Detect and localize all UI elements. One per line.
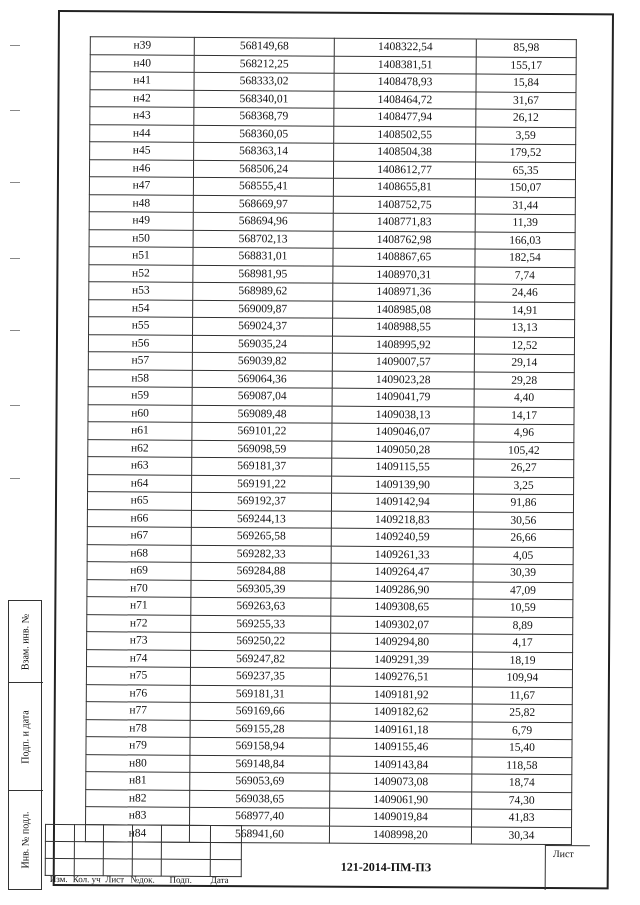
- x-coordinate-cell: 569265,58: [191, 527, 331, 545]
- y-coordinate-cell: 1409046,07: [332, 423, 474, 441]
- header-signature: Подп.: [169, 874, 192, 885]
- y-coordinate-cell: 1408970,31: [333, 266, 475, 284]
- point-name-cell: н70: [87, 579, 191, 597]
- point-name-cell: н67: [87, 527, 191, 545]
- point-name-cell: н48: [89, 194, 193, 212]
- distance-cell: 30,39: [473, 564, 573, 582]
- distance-cell: 166,03: [475, 232, 575, 250]
- x-coordinate-cell: 569305,39: [191, 580, 331, 598]
- x-coordinate-cell: 569237,35: [190, 667, 330, 685]
- side-label-sign-date: Подп. и дата: [20, 709, 32, 764]
- scan-mark: [10, 258, 20, 259]
- y-coordinate-cell: 1408502,55: [334, 126, 476, 144]
- x-coordinate-cell: 569191,22: [192, 475, 332, 493]
- distance-cell: 47,09: [473, 582, 573, 600]
- x-coordinate-cell: 568333,02: [194, 72, 334, 90]
- y-coordinate-cell: 1409050,28: [332, 441, 474, 459]
- x-coordinate-cell: 568981,95: [193, 265, 333, 283]
- y-coordinate-cell: 1409061,90: [330, 791, 472, 809]
- point-name-cell: н64: [88, 474, 192, 492]
- side-label-inv-orig: Инв. № подл.: [20, 811, 32, 869]
- y-coordinate-cell: 1409264,47: [331, 563, 473, 581]
- distance-cell: 105,42: [474, 442, 574, 460]
- x-coordinate-cell: 569247,82: [190, 650, 330, 668]
- y-coordinate-cell: 1409139,90: [332, 476, 474, 494]
- point-name-cell: н59: [88, 387, 192, 405]
- y-coordinate-cell: 1409181,92: [330, 686, 472, 704]
- x-coordinate-cell: 568149,68: [194, 37, 334, 55]
- header-doc-number: №док.: [130, 874, 155, 885]
- x-coordinate-cell: 568977,40: [190, 807, 330, 825]
- y-coordinate-cell: 1409073,08: [330, 773, 472, 791]
- scan-mark: [10, 110, 20, 111]
- x-coordinate-cell: 568941,60: [189, 825, 329, 843]
- x-coordinate-cell: 569155,28: [190, 720, 330, 738]
- x-coordinate-cell: 569284,88: [191, 562, 331, 580]
- point-name-cell: н50: [89, 229, 193, 247]
- y-coordinate-cell: 1409286,90: [331, 581, 473, 599]
- distance-cell: 4,17: [473, 634, 573, 652]
- distance-cell: 31,67: [476, 92, 576, 110]
- y-coordinate-cell: 1409007,57: [332, 353, 474, 371]
- distance-cell: 109,94: [472, 669, 572, 687]
- point-name-cell: н51: [89, 247, 193, 265]
- y-coordinate-cell: 1408762,98: [333, 231, 475, 249]
- x-coordinate-cell: 568694,96: [193, 212, 333, 230]
- point-name-cell: н61: [88, 422, 192, 440]
- point-name-cell: н57: [88, 352, 192, 370]
- distance-cell: 85,98: [476, 39, 576, 57]
- point-name-cell: н62: [88, 439, 192, 457]
- distance-cell: 14,17: [474, 407, 574, 425]
- x-coordinate-cell: 569181,31: [190, 685, 330, 703]
- point-name-cell: н58: [88, 369, 192, 387]
- y-coordinate-cell: 1408985,08: [333, 301, 475, 319]
- point-name-cell: н63: [88, 457, 192, 475]
- distance-cell: 26,12: [476, 109, 576, 127]
- y-coordinate-cell: 1408322,54: [334, 38, 476, 56]
- distance-cell: 26,27: [474, 459, 574, 477]
- distance-cell: 10,59: [473, 599, 573, 617]
- x-coordinate-cell: 569064,36: [192, 370, 332, 388]
- y-coordinate-cell: 1408998,20: [329, 826, 471, 844]
- point-name-cell: н49: [89, 212, 193, 230]
- header-date: Дата: [210, 874, 229, 886]
- x-coordinate-cell: 568368,79: [194, 107, 334, 125]
- x-coordinate-cell: 568212,25: [194, 55, 334, 73]
- header-sheet: Лист: [105, 874, 125, 885]
- point-name-cell: н55: [89, 317, 193, 335]
- point-name-cell: н72: [87, 614, 191, 632]
- point-name-cell: н42: [90, 89, 194, 107]
- distance-cell: 24,46: [475, 284, 575, 302]
- distance-cell: 15,40: [472, 739, 572, 757]
- x-coordinate-cell: 569009,87: [193, 300, 333, 318]
- point-name-cell: н76: [86, 684, 190, 702]
- distance-cell: 29,28: [474, 372, 574, 390]
- x-coordinate-cell: 568669,97: [193, 195, 333, 213]
- distance-cell: 12,52: [474, 337, 574, 355]
- point-name-cell: н56: [88, 334, 192, 352]
- x-coordinate-cell: 568360,05: [194, 125, 334, 143]
- point-name-cell: н78: [86, 719, 190, 737]
- distance-cell: 155,17: [476, 57, 576, 75]
- y-coordinate-cell: 1408995,92: [332, 336, 474, 354]
- y-coordinate-cell: 1409308,65: [331, 598, 473, 616]
- distance-cell: 3,25: [474, 477, 574, 495]
- point-name-cell: н47: [89, 177, 193, 195]
- y-coordinate-cell: 1409041,79: [332, 388, 474, 406]
- y-coordinate-cell: 1409218,83: [331, 511, 473, 529]
- y-coordinate-cell: 1409276,51: [330, 668, 472, 686]
- x-coordinate-cell: 568363,14: [194, 142, 334, 160]
- distance-cell: 182,54: [475, 249, 575, 267]
- y-coordinate-cell: 1409291,39: [330, 651, 472, 669]
- distance-cell: 4,40: [474, 389, 574, 407]
- y-coordinate-cell: 1409294,80: [331, 633, 473, 651]
- x-coordinate-cell: 568506,24: [193, 160, 333, 178]
- x-coordinate-cell: 569038,65: [190, 790, 330, 808]
- point-name-cell: н75: [86, 667, 190, 685]
- y-coordinate-cell: 1408504,38: [334, 143, 476, 161]
- x-coordinate-cell: 569024,37: [193, 317, 333, 335]
- y-coordinate-cell: 1408988,55: [333, 318, 475, 336]
- x-coordinate-cell: 569255,33: [191, 615, 331, 633]
- distance-cell: 4,96: [474, 424, 574, 442]
- x-coordinate-cell: 569282,33: [191, 545, 331, 563]
- distance-cell: 15,84: [476, 74, 576, 92]
- distance-cell: 6,79: [472, 722, 572, 740]
- y-coordinate-cell: 1408477,94: [334, 108, 476, 126]
- x-coordinate-cell: 569035,24: [192, 335, 332, 353]
- point-name-cell: н45: [90, 142, 194, 160]
- distance-cell: 14,91: [475, 302, 575, 320]
- point-name-cell: н80: [86, 754, 190, 772]
- side-cell-sign-date: [9, 683, 43, 791]
- point-name-cell: н65: [87, 492, 191, 510]
- distance-cell: 91,86: [473, 494, 573, 512]
- distance-cell: 179,52: [476, 144, 576, 162]
- point-name-cell: н82: [86, 789, 190, 807]
- header-change: Изм.: [49, 873, 68, 885]
- distance-cell: 13,13: [475, 319, 575, 337]
- y-coordinate-cell: 1409261,33: [331, 546, 473, 564]
- point-name-cell: н60: [88, 404, 192, 422]
- x-coordinate-cell: 568989,62: [193, 282, 333, 300]
- point-name-cell: н40: [90, 54, 194, 72]
- distance-cell: 30,34: [471, 827, 571, 845]
- x-coordinate-cell: 568340,01: [194, 90, 334, 108]
- x-coordinate-cell: 569087,04: [192, 387, 332, 405]
- point-name-cell: н41: [90, 72, 194, 90]
- point-name-cell: н52: [89, 264, 193, 282]
- x-coordinate-cell: 569101,22: [192, 422, 332, 440]
- distance-cell: 150,07: [475, 179, 575, 197]
- side-cell-inv-replace: [9, 601, 43, 683]
- y-coordinate-cell: 1409142,94: [331, 493, 473, 511]
- y-coordinate-cell: 1408971,36: [333, 283, 475, 301]
- point-name-cell: н84: [85, 824, 189, 842]
- distance-cell: 11,67: [472, 687, 572, 705]
- x-coordinate-cell: 569250,22: [191, 632, 331, 650]
- coordinates-table: [85, 36, 577, 845]
- coordinates-table-body: [85, 37, 576, 845]
- x-coordinate-cell: 569169,66: [190, 702, 330, 720]
- distance-cell: 29,14: [474, 354, 574, 372]
- distance-cell: 18,74: [472, 774, 572, 792]
- x-coordinate-cell: 569089,48: [192, 405, 332, 423]
- point-name-cell: н81: [86, 772, 190, 790]
- distance-cell: 31,44: [475, 197, 575, 215]
- title-block-headers: [45, 874, 235, 885]
- distance-cell: 30,56: [473, 512, 573, 530]
- y-coordinate-cell: 1408464,72: [334, 91, 476, 109]
- y-coordinate-cell: 1409143,84: [330, 756, 472, 774]
- point-name-cell: н53: [89, 282, 193, 300]
- x-coordinate-cell: 568702,13: [193, 230, 333, 248]
- y-coordinate-cell: 1408478,93: [334, 73, 476, 91]
- point-name-cell: н69: [87, 562, 191, 580]
- x-coordinate-cell: 569192,37: [191, 492, 331, 510]
- document-code: 121-2014-ПМ-ПЗ: [340, 859, 432, 875]
- x-coordinate-cell: 569158,94: [190, 737, 330, 755]
- y-coordinate-cell: 1409038,13: [332, 406, 474, 424]
- point-name-cell: н66: [87, 509, 191, 527]
- distance-cell: 8,89: [473, 617, 573, 635]
- distance-cell: 18,19: [472, 652, 572, 670]
- y-coordinate-cell: 1409019,84: [330, 808, 472, 826]
- y-coordinate-cell: 1409161,18: [330, 721, 472, 739]
- y-coordinate-cell: 1408752,75: [333, 196, 475, 214]
- point-name-cell: н73: [87, 632, 191, 650]
- scan-mark: [10, 405, 20, 406]
- point-name-cell: н83: [86, 807, 190, 825]
- x-coordinate-cell: 569181,37: [192, 457, 332, 475]
- side-cell-inv-orig: [9, 791, 43, 889]
- y-coordinate-cell: 1409115,55: [332, 458, 474, 476]
- point-name-cell: н46: [89, 159, 193, 177]
- y-coordinate-cell: 1408381,51: [334, 56, 476, 74]
- point-name-cell: н54: [89, 299, 193, 317]
- y-coordinate-cell: 1408771,83: [333, 213, 475, 231]
- x-coordinate-cell: 569148,84: [190, 755, 330, 773]
- title-block-grid: [45, 824, 242, 877]
- distance-cell: 25,82: [472, 704, 572, 722]
- sheet-label: Лист: [552, 849, 574, 861]
- x-coordinate-cell: 568831,01: [193, 247, 333, 265]
- point-name-cell: н77: [86, 702, 190, 720]
- distance-cell: 11,39: [475, 214, 575, 232]
- x-coordinate-cell: 568555,41: [193, 177, 333, 195]
- point-name-cell: н71: [87, 597, 191, 615]
- point-name-cell: н44: [90, 124, 194, 142]
- y-coordinate-cell: 1408867,65: [333, 248, 475, 266]
- distance-cell: 3,59: [476, 127, 576, 145]
- y-coordinate-cell: 1409023,28: [332, 371, 474, 389]
- x-coordinate-cell: 569244,13: [191, 510, 331, 528]
- y-coordinate-cell: 1409155,46: [330, 738, 472, 756]
- y-coordinate-cell: 1409302,07: [331, 616, 473, 634]
- x-coordinate-cell: 569263,63: [191, 597, 331, 615]
- point-name-cell: н68: [87, 544, 191, 562]
- side-label-inv-replace: Взам. инв. №: [20, 613, 32, 670]
- x-coordinate-cell: 569039,82: [192, 352, 332, 370]
- distance-cell: 41,83: [472, 809, 572, 827]
- x-coordinate-cell: 569098,59: [192, 440, 332, 458]
- side-stamp-strip: [8, 600, 42, 890]
- distance-cell: 118,58: [472, 757, 572, 775]
- distance-cell: 26,66: [473, 529, 573, 547]
- x-coordinate-cell: 569053,69: [190, 772, 330, 790]
- distance-cell: 7,74: [475, 267, 575, 285]
- point-name-cell: н39: [90, 37, 194, 55]
- scan-mark: [10, 45, 20, 46]
- point-name-cell: н79: [86, 737, 190, 755]
- y-coordinate-cell: 1408612,77: [333, 161, 475, 179]
- distance-cell: 74,30: [472, 792, 572, 810]
- distance-cell: 4,05: [473, 547, 573, 565]
- header-count: Кол. уч: [72, 874, 101, 885]
- point-name-cell: н43: [90, 107, 194, 125]
- distance-cell: 65,35: [475, 162, 575, 180]
- y-coordinate-cell: 1409240,59: [331, 528, 473, 546]
- document-sheet: [49, 10, 614, 889]
- scan-mark: [10, 478, 20, 479]
- scan-mark: [10, 330, 20, 331]
- point-name-cell: н74: [86, 649, 190, 667]
- title-block: [45, 824, 597, 889]
- y-coordinate-cell: 1409182,62: [330, 703, 472, 721]
- y-coordinate-cell: 1408655,81: [333, 178, 475, 196]
- scan-mark: [10, 182, 20, 183]
